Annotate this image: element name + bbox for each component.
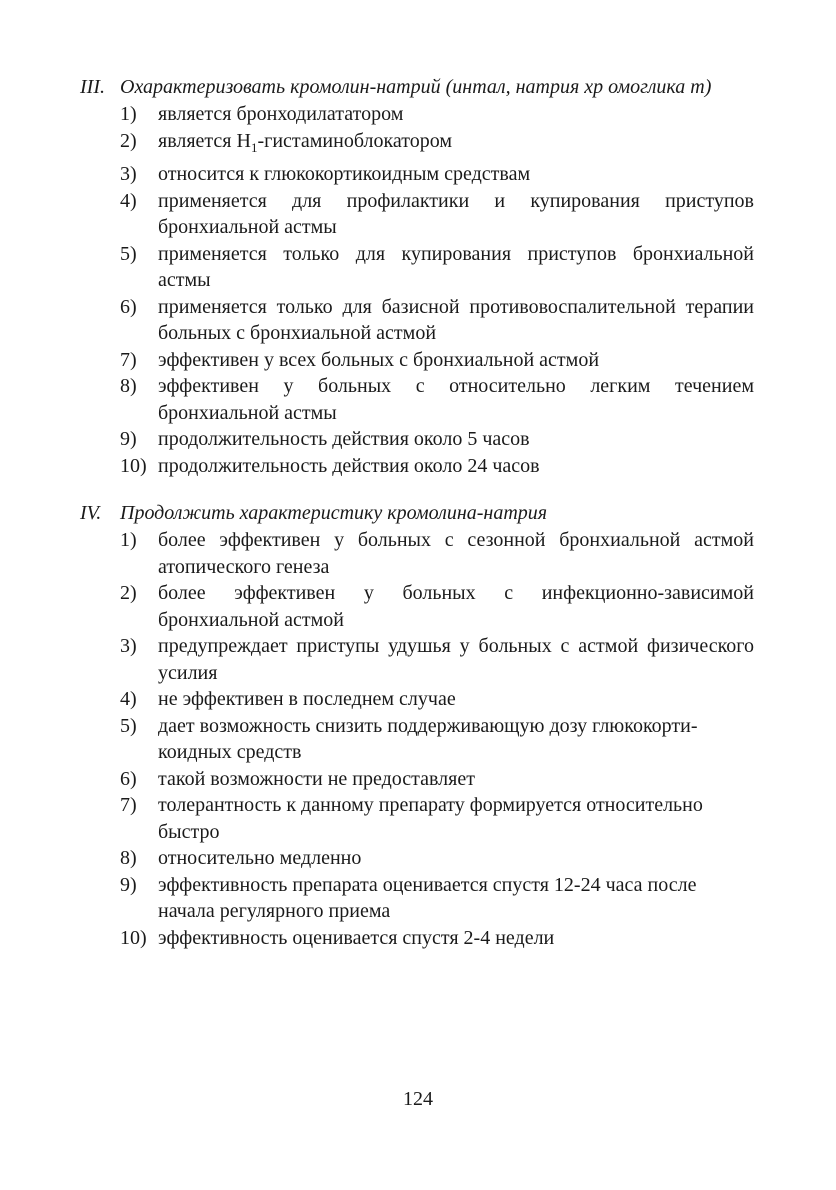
item-number: 7) <box>120 794 137 816</box>
item-text <box>158 128 760 162</box>
section-number: III. <box>80 76 105 98</box>
item-number: 6) <box>120 767 137 790</box>
item-number: 1) <box>120 529 137 551</box>
item-text-part: является H <box>158 129 251 152</box>
item-text: применяется только для купирования приступов бронхиальной астмы <box>158 242 754 291</box>
item-number: 5) <box>120 714 137 737</box>
answer-list <box>80 527 760 951</box>
answer-item <box>120 426 760 453</box>
answer-item <box>120 128 760 162</box>
item-number: 10) <box>120 926 147 949</box>
item-number: 3) <box>120 163 137 185</box>
answer-item <box>120 872 760 925</box>
item-number: 6) <box>120 295 137 318</box>
item-text: предупреждает приступы удушья у больных с астмой физического усилия <box>158 635 754 684</box>
question-section-3 <box>80 74 760 479</box>
item-text: применяется только для базисной противовоспалительной терапии больных с бронхиальной астмой <box>158 295 754 344</box>
item-text: эффективность препарата оценивается спустя 12-24 часа после начала регулярного приема <box>158 873 697 922</box>
item-number: 9) <box>120 873 137 896</box>
section-heading <box>80 74 760 101</box>
item-text: более эффективен у больных с сезонной бронхиальной астмой атопического генеза <box>158 529 754 578</box>
item-number: 2) <box>120 129 137 152</box>
answer-item <box>120 580 760 633</box>
answer-item <box>120 347 760 374</box>
item-number: 4) <box>120 189 137 212</box>
section-title: Продолжить характеристику кромолина-натрия <box>120 502 548 524</box>
item-text: является бронходилататором <box>158 103 404 125</box>
item-text: не эффективен в последнем случае <box>158 688 456 710</box>
subscript: 1 <box>250 139 258 155</box>
item-number: 7) <box>120 348 137 371</box>
answer-list <box>80 101 760 479</box>
item-number: 5) <box>120 242 137 265</box>
item-number: 8) <box>120 847 137 869</box>
answer-item <box>120 188 760 241</box>
answer-item <box>120 766 760 793</box>
section-title: Охарактеризовать кромолин-натрий (интал, натрия хр омоглика т) <box>120 76 712 98</box>
item-text: относится к глюкокортикоидным средствам <box>158 163 531 185</box>
answer-item <box>120 633 760 686</box>
answer-item <box>120 294 760 347</box>
item-text: применяется для профилактики и купирования приступов бронхиальной астмы <box>158 189 754 238</box>
item-number: 3) <box>120 635 137 657</box>
item-number: 1) <box>120 103 137 125</box>
question-section-4 <box>80 500 760 951</box>
item-text: относительно медленно <box>158 847 362 869</box>
item-text: более эффективен у больных с инфекционно-зависимой бронхиальной астмой <box>158 582 754 631</box>
answer-item <box>120 845 760 872</box>
item-number: 10) <box>120 454 147 477</box>
item-text: эффективен у больных с относительно легким течением бронхиальной астмы <box>158 375 754 424</box>
answer-item <box>120 792 760 845</box>
answer-item <box>120 241 760 294</box>
answer-item <box>120 161 760 188</box>
item-text: эффективность оценивается спустя 2-4 недели <box>158 926 555 949</box>
item-number: 4) <box>120 688 137 710</box>
item-number: 2) <box>120 582 137 604</box>
item-text: продолжительность действия около 5 часов <box>158 428 530 450</box>
answer-item <box>120 101 760 128</box>
section-number: IV. <box>80 502 102 524</box>
item-text: такой возможности не предоставляет <box>158 767 475 790</box>
item-number: 9) <box>120 428 137 450</box>
answer-item <box>120 527 760 580</box>
answer-item <box>120 373 760 426</box>
item-number: 8) <box>120 375 137 397</box>
answer-item <box>120 453 760 480</box>
item-text: дает возможность снизить поддерживающую дозу глюкокорти-коидных средств <box>158 714 698 763</box>
page-number: 124 <box>403 1088 433 1110</box>
answer-item <box>120 713 760 766</box>
item-text: толерантность к данному препарату формируется относительно быстро <box>158 794 703 843</box>
section-heading <box>80 500 760 527</box>
answer-item <box>120 925 760 952</box>
item-text: продолжительность действия около 24 часов <box>158 454 540 477</box>
item-text: эффективен у всех больных с бронхиальной астмой <box>158 348 600 371</box>
answer-item <box>120 686 760 713</box>
item-text-part: -гистаминоблокатором <box>257 129 453 152</box>
